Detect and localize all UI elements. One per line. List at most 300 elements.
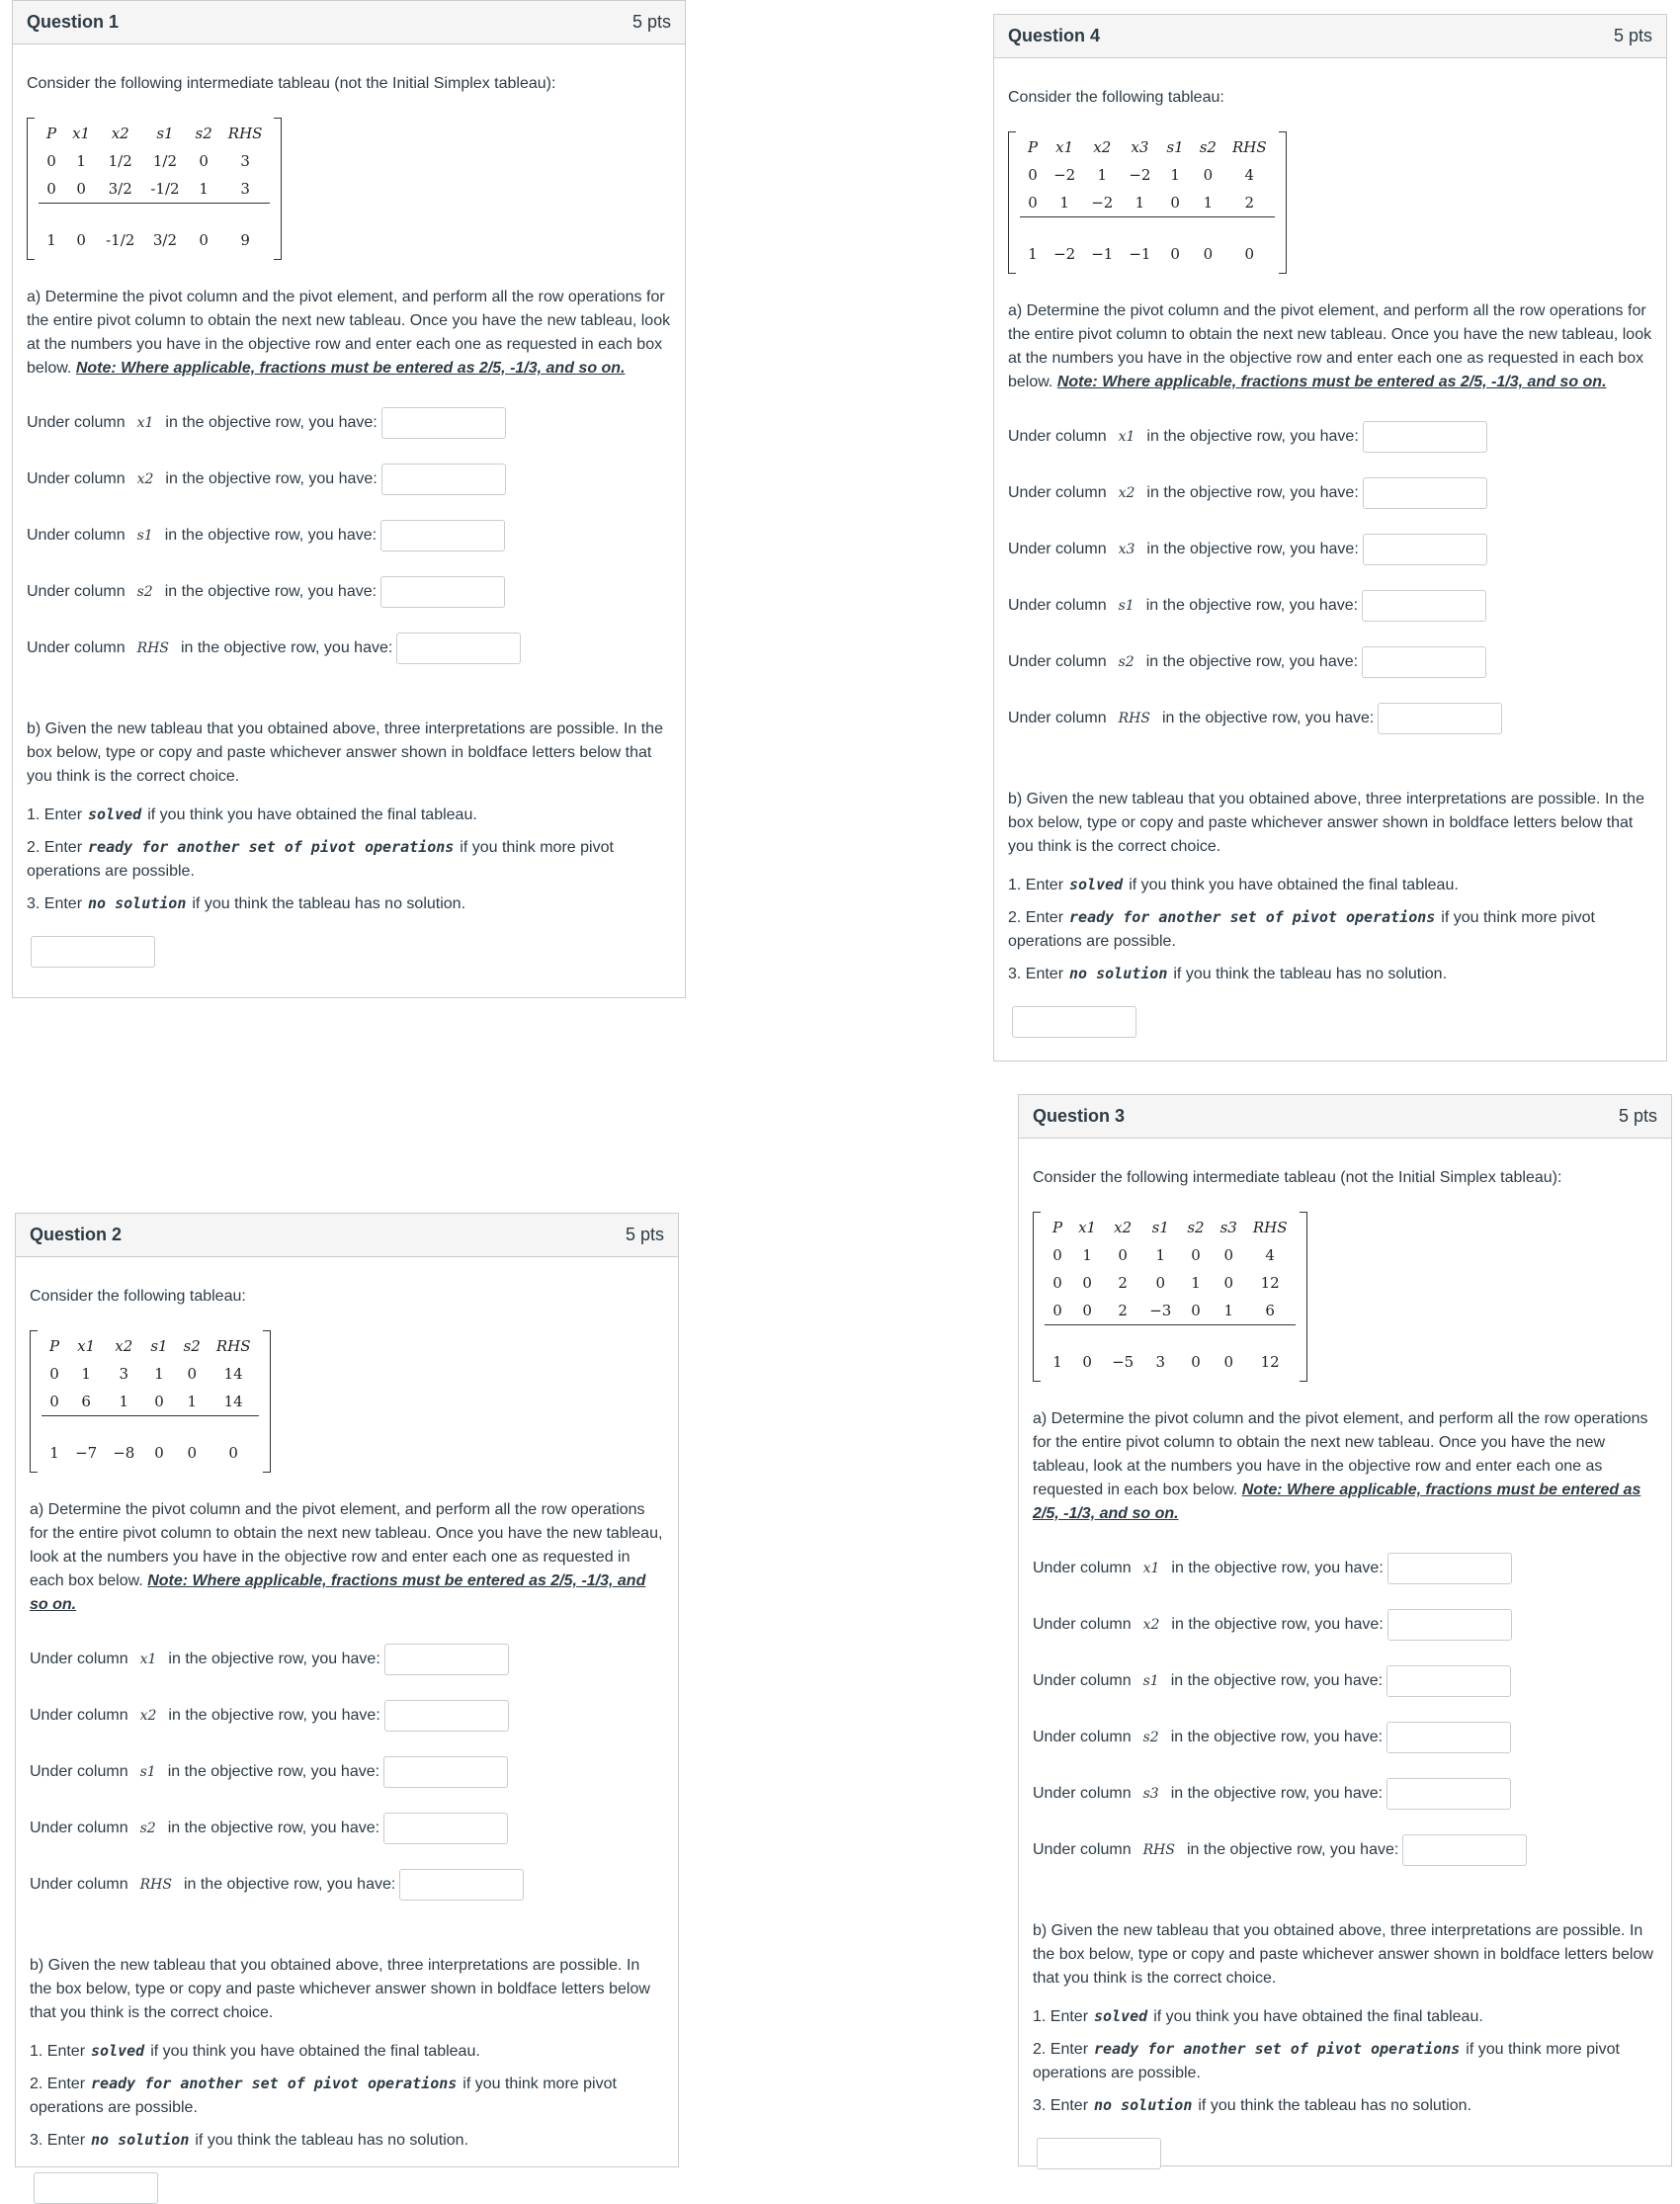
tableau-row <box>1020 161 1275 189</box>
tableau-cell: 0 <box>1052 1302 1062 1319</box>
question-header <box>1019 1095 1671 1139</box>
tableau-objective-cell: 9 <box>240 231 250 249</box>
tableau-cell: 12 <box>1260 1274 1280 1292</box>
tableau-matrix <box>27 118 282 260</box>
option-description: if you think you have obtained the final tableau. <box>147 806 477 823</box>
tableau-objective-cell: −2 <box>1053 245 1076 263</box>
fraction-note: Note: Where applicable, fractions must be entered as 2/5, -1/3, and so on. <box>1033 1482 1641 1522</box>
option-prefix: 2. Enter <box>27 839 83 856</box>
option-prefix: 3. Enter <box>1008 966 1064 982</box>
objective-row-label: in the objective row, you have: <box>183 1875 396 1893</box>
column-variable: RHS <box>1118 710 1150 726</box>
tableau-matrix <box>30 1330 271 1473</box>
answer-input-s1[interactable] <box>380 520 505 551</box>
option-description: if you think more pivot operations are possible. <box>1033 2041 1620 2081</box>
answer-input-rhs[interactable] <box>1402 1834 1527 1866</box>
answer-input-x1[interactable] <box>1363 421 1487 453</box>
answer-input-x1[interactable] <box>384 1644 509 1675</box>
column-variable: x2 <box>1118 484 1135 501</box>
question-title: Question 1 <box>27 12 120 32</box>
tableau-header-cell: x2 <box>1114 1219 1133 1236</box>
tableau-cell: 0 <box>1052 1274 1062 1292</box>
interpretation-option-2 <box>1033 2037 1657 2085</box>
tableau-cell: 6 <box>81 1393 91 1410</box>
tableau-cell: 4 <box>1244 166 1255 184</box>
under-column-label: Under column <box>30 1706 128 1724</box>
option-keyword: ready for another set of pivot operations <box>88 838 455 856</box>
tableau-gap <box>1045 1326 1296 1348</box>
column-variable: s1 <box>139 1763 156 1780</box>
option-description: if you think you have obtained the final tableau. <box>150 2043 480 2060</box>
tableau-header-cell: x1 <box>1055 138 1074 156</box>
tableau-table <box>1020 133 1275 268</box>
option-description: if you think more pivot operations are possible. <box>30 2076 617 2116</box>
objective-answer-row <box>30 1743 664 1800</box>
answer-input-x1[interactable] <box>1387 1553 1512 1584</box>
tableau-cell: 0 <box>49 1393 59 1410</box>
interpretation-option-1 <box>1008 873 1652 897</box>
option-keyword: solved <box>91 2042 145 2060</box>
tableau-row <box>42 1388 259 1416</box>
tableau-header-cell: s1 <box>1151 1219 1169 1236</box>
column-variable: RHS <box>139 1876 172 1893</box>
tableau-objective-cell: −7 <box>75 1444 98 1462</box>
objective-answer-row <box>1008 465 1652 521</box>
question-points: 5 pts <box>631 12 671 32</box>
tableau-row <box>39 147 270 175</box>
tableau-cell: 1 <box>1097 166 1108 184</box>
tableau-cell: 14 <box>223 1365 243 1383</box>
tableau-header-row <box>1020 133 1275 161</box>
objective-answer-row <box>27 507 671 563</box>
tableau-header-cell: x3 <box>1131 138 1149 156</box>
tableau-header-row <box>1045 1214 1296 1241</box>
tableau-objective-cell: −1 <box>1091 245 1114 263</box>
tableau-objective-cell: 1 <box>1052 1353 1062 1371</box>
question-intro: Consider the following intermediate tableau (not the Initial Simplex tableau): <box>1033 1169 1562 1186</box>
option-description: if you think the tableau has no solution. <box>1173 966 1448 982</box>
interpretation-option-3 <box>27 891 671 916</box>
option-prefix: 2. Enter <box>1033 2041 1089 2058</box>
column-variable: s2 <box>139 1820 156 1836</box>
tableau-objective-cell: −1 <box>1129 245 1151 263</box>
tableau-table <box>39 120 270 254</box>
objective-answer-row <box>1008 690 1652 746</box>
objective-row-label: in the objective row, you have: <box>1146 540 1359 557</box>
tableau-cell: 0 <box>1028 194 1038 212</box>
part-b-instructions: b) Given the new tableau that you obtained above, three interpretations are possible. In the box below, type or copy and paste whichever answer shown in boldface letters below that you think is the correct choice. <box>1033 1922 1653 1987</box>
objective-row-label: in the objective row, you have: <box>180 638 393 656</box>
column-variable: s2 <box>1118 653 1134 670</box>
tableau-cell: 2 <box>1244 194 1255 212</box>
question-body <box>13 44 685 968</box>
objective-row-label: in the objective row, you have: <box>1171 1615 1384 1633</box>
under-column-label: Under column <box>27 413 126 431</box>
tableau-objective-cell: 12 <box>1260 1353 1280 1371</box>
tableau-cell: 0 <box>1082 1302 1092 1319</box>
part-a-instructions <box>1033 1407 1657 1526</box>
column-variable: s1 <box>136 527 153 544</box>
objective-answer-row <box>1033 1822 1657 1878</box>
under-column-label: Under column <box>1008 596 1107 614</box>
option-keyword: no solution <box>1069 965 1168 982</box>
answer-input-s1[interactable] <box>383 1756 508 1788</box>
objective-answer-row <box>27 563 671 620</box>
question-body <box>994 58 1666 1038</box>
tableau-objective-cell: 0 <box>1244 245 1255 263</box>
option-description: if you think the tableau has no solution. <box>1198 2097 1472 2114</box>
tableau-objective-cell: 0 <box>1170 245 1180 263</box>
tableau-header-cell: s1 <box>1166 138 1184 156</box>
objective-row-label: in the objective row, you have: <box>167 1762 380 1780</box>
tableau-header-cell: s3 <box>1219 1219 1237 1236</box>
tableau-header-cell: x2 <box>115 1337 133 1355</box>
objective-answer-row <box>30 1800 664 1856</box>
interpretation-option-2 <box>27 835 671 884</box>
option-keyword: ready for another set of pivot operations <box>91 2075 458 2092</box>
tableau-cell: −3 <box>1149 1302 1172 1319</box>
question-3-card <box>1018 1094 1672 2166</box>
tableau-header-cell: x1 <box>1078 1219 1097 1236</box>
part-a-instructions <box>30 1498 664 1617</box>
tableau-cell: 0 <box>154 1393 164 1410</box>
tableau-objective-cell: 1 <box>46 231 56 249</box>
tableau-cell: 1 <box>81 1365 91 1383</box>
option-description: if you think the tableau has no solution. <box>192 895 466 912</box>
tableau-cell: 2 <box>1118 1274 1128 1292</box>
tableau-cell: 0 <box>46 180 56 198</box>
under-column-label: Under column <box>30 1762 128 1780</box>
tableau-objective-cell: −8 <box>113 1444 135 1462</box>
objective-answer-row <box>1008 408 1652 465</box>
answer-input-x2[interactable] <box>1363 477 1487 509</box>
tableau-row <box>42 1360 259 1388</box>
part-a-text: a) Determine the pivot column and the pivot element, and perform all the row operations for the entire pivot column to obtain the next new tableau. Once you have the new tableau, look at the numbers you have in the objective row and enter each one as requested in each box below. <box>1033 1410 1648 1498</box>
tableau-cell: 1 <box>119 1393 129 1410</box>
question-intro: Consider the following tableau: <box>30 1288 246 1305</box>
tableau-cell: -1/2 <box>150 180 180 198</box>
tableau-objective-cell: 0 <box>76 231 86 249</box>
option-prefix: 2. Enter <box>1008 909 1064 926</box>
column-variable: x2 <box>1142 1616 1160 1633</box>
tableau-header-cell: RHS <box>215 1337 251 1355</box>
part-b-instructions: b) Given the new tableau that you obtained above, three interpretations are possible. In the box below, type or copy and paste whichever answer shown in boldface letters below that you think is the correct choice. <box>27 721 663 785</box>
column-variable: x3 <box>1118 541 1135 557</box>
question-1-card <box>12 0 686 998</box>
fraction-note: Note: Where applicable, fractions must be entered as 2/5, -1/3, and so on. <box>30 1572 646 1613</box>
tableau-cell: 0 <box>1203 166 1214 184</box>
tableau-objective-cell: 3/2 <box>152 231 177 249</box>
under-column-label: Under column <box>1033 1615 1132 1633</box>
option-keyword: ready for another set of pivot operations <box>1069 908 1436 926</box>
answer-input-x2[interactable] <box>381 464 506 495</box>
column-variable: s2 <box>136 583 153 600</box>
tableau-cell: 2 <box>1118 1302 1128 1319</box>
interpretation-answer-input[interactable] <box>1012 1006 1136 1038</box>
option-description: if you think you have obtained the final tableau. <box>1129 877 1459 893</box>
column-variable: RHS <box>1142 1841 1175 1858</box>
answer-input-s1[interactable] <box>1362 590 1486 622</box>
option-prefix: 1. Enter <box>30 2043 86 2060</box>
tableau-cell: 1 <box>1203 194 1214 212</box>
objective-answer-row <box>30 1687 664 1743</box>
tableau-objective-cell: 0 <box>1191 1353 1201 1371</box>
tableau-objective-cell: 0 <box>228 1444 238 1462</box>
tableau-cell: 0 <box>1170 194 1180 212</box>
tableau-objective-cell: 1 <box>49 1444 59 1462</box>
objective-row-label: in the objective row, you have: <box>1186 1840 1399 1858</box>
tableau-cell: 0 <box>199 152 209 170</box>
answer-input-s2[interactable] <box>1386 1722 1511 1753</box>
tableau-cell: 0 <box>1223 1274 1233 1292</box>
tableau-header-cell: s1 <box>150 1337 168 1355</box>
objective-answer-row <box>27 394 671 451</box>
tableau-cell: 4 <box>1265 1246 1275 1264</box>
answer-input-x1[interactable] <box>381 407 506 439</box>
under-column-label: Under column <box>30 1819 128 1836</box>
tableau-header-cell: x1 <box>72 125 91 142</box>
answer-input-s2[interactable] <box>1362 646 1486 678</box>
question-2-card <box>15 1213 679 2167</box>
tableau-table <box>42 1332 259 1467</box>
tableau-cell: −2 <box>1053 166 1076 184</box>
under-column-label: Under column <box>1008 427 1107 445</box>
tableau-row <box>39 175 270 204</box>
option-keyword: ready for another set of pivot operations <box>1094 2040 1461 2058</box>
question-points: 5 pts <box>1618 1106 1657 1126</box>
objective-row-label: in the objective row, you have: <box>1170 1728 1384 1745</box>
question-body <box>16 1257 678 2204</box>
part-a-text: a) Determine the pivot column and the pivot element, and perform all the row operations for the entire pivot column to obtain the next new tableau. Once you have the new tableau, look at the numbers you have in the objective row and enter each one as requested in each box below. <box>30 1501 663 1589</box>
interpretation-answer-input[interactable] <box>1037 2138 1161 2169</box>
tableau-header-row <box>39 120 270 147</box>
part-b-instructions: b) Given the new tableau that you obtained above, three interpretations are possible. In the box below, type or copy and paste whichever answer shown in boldface letters below that you think is the correct choice. <box>1008 791 1644 855</box>
tableau-header-cell: s2 <box>195 125 212 142</box>
tableau-cell: 1/2 <box>108 152 132 170</box>
tableau-cell: 1 <box>187 1393 197 1410</box>
tableau-objective-cell: −5 <box>1112 1353 1134 1371</box>
tableau-objective-cell: 0 <box>1223 1353 1233 1371</box>
objective-answer-row <box>1008 577 1652 634</box>
question-intro: Consider the following tableau: <box>1008 89 1224 106</box>
tableau-cell: 1 <box>1134 194 1145 212</box>
answer-input-s2[interactable] <box>383 1813 508 1844</box>
interpretation-option-3 <box>30 2128 664 2153</box>
objective-row-label: in the objective row, you have: <box>165 413 378 431</box>
tableau-cell: 1 <box>1191 1274 1201 1292</box>
objective-answer-row <box>27 451 671 507</box>
objective-answer-row <box>1033 1540 1657 1596</box>
tableau-cell: 1 <box>1059 194 1069 212</box>
interpretation-answer-input[interactable] <box>34 2172 158 2204</box>
option-keyword: no solution <box>1094 2096 1193 2114</box>
option-keyword: solved <box>1069 876 1124 893</box>
under-column-label: Under column <box>1033 1671 1132 1689</box>
tableau-header-cell: P <box>1028 138 1039 156</box>
option-keyword: solved <box>88 805 142 823</box>
fraction-note: Note: Where applicable, fractions must be entered as 2/5, -1/3, and so on. <box>75 360 626 377</box>
column-variable: x2 <box>139 1707 157 1724</box>
tableau-cell: 0 <box>1052 1246 1062 1264</box>
under-column-label: Under column <box>1033 1784 1132 1802</box>
objective-row-label: in the objective row, you have: <box>1161 709 1375 726</box>
part-a-text: a) Determine the pivot column and the pivot element, and perform all the row operations for the entire pivot column to obtain the next new tableau. Once you have the new tableau, look at the numbers you have in the objective row and enter each one as requested in each box below. <box>1008 302 1652 390</box>
question-title: Question 4 <box>1008 26 1101 45</box>
under-column-label: Under column <box>27 638 126 656</box>
tableau-cell: 0 <box>1191 1246 1201 1264</box>
tableau-cell: 1 <box>199 180 209 198</box>
objective-answer-row <box>1033 1653 1657 1709</box>
option-prefix: 3. Enter <box>27 895 83 912</box>
answer-input-rhs[interactable] <box>396 633 521 664</box>
objective-row-label: in the objective row, you have: <box>1145 652 1359 670</box>
interpretation-option-2 <box>30 2072 664 2120</box>
tableau-header-cell: RHS <box>227 125 263 142</box>
tableau-cell: −2 <box>1091 194 1114 212</box>
tableau-row <box>1045 1297 1296 1325</box>
interpretation-option-1 <box>1033 2004 1657 2029</box>
under-column-label: Under column <box>1033 1728 1132 1745</box>
under-column-label: Under column <box>1008 540 1107 557</box>
tableau-header-cell: P <box>49 1337 60 1355</box>
under-column-label: Under column <box>30 1650 128 1667</box>
option-description: if you think more pivot operations are possible. <box>27 839 614 880</box>
tableau-gap <box>39 205 270 226</box>
answer-input-s3[interactable] <box>1386 1778 1511 1810</box>
question-header <box>13 1 685 44</box>
option-prefix: 1. Enter <box>1033 2008 1089 2025</box>
objective-answer-row <box>30 1856 664 1912</box>
question-title: Question 2 <box>30 1225 123 1244</box>
question-4-card <box>993 14 1667 1061</box>
option-keyword: no solution <box>91 2131 190 2149</box>
tableau-cell: 14 <box>223 1393 243 1410</box>
objective-answer-row <box>27 620 671 676</box>
tableau-header-cell: x2 <box>111 125 129 142</box>
tableau-objective-cell: 1 <box>1028 245 1038 263</box>
objective-answer-row <box>1033 1709 1657 1765</box>
tableau-cell: 0 <box>46 152 56 170</box>
under-column-label: Under column <box>1033 1559 1132 1576</box>
under-column-label: Under column <box>1008 709 1107 726</box>
tableau-header-cell: x1 <box>77 1337 96 1355</box>
tableau-objective-cell: 0 <box>199 231 209 249</box>
column-variable: s2 <box>1142 1729 1159 1745</box>
part-a-instructions <box>1008 299 1652 394</box>
fraction-note: Note: Where applicable, fractions must be entered as 2/5, -1/3, and so on. <box>1056 374 1607 390</box>
under-column-label: Under column <box>27 582 126 600</box>
under-column-label: Under column <box>1033 1840 1132 1858</box>
tableau-objective-row <box>1020 240 1275 268</box>
answer-input-x2[interactable] <box>1387 1609 1512 1641</box>
question-body <box>1019 1139 1671 2169</box>
tableau-cell: 6 <box>1265 1302 1275 1319</box>
tableau-objective-row <box>39 226 270 254</box>
objective-row-label: in the objective row, you have: <box>168 1650 380 1667</box>
tableau-cell: 1 <box>154 1365 164 1383</box>
tableau-cell: 3 <box>240 152 250 170</box>
question-intro: Consider the following intermediate tableau (not the Initial Simplex tableau): <box>27 75 556 92</box>
tableau-cell: 1 <box>1155 1246 1166 1264</box>
tableau-cell: 1 <box>1082 1246 1092 1264</box>
under-column-label: Under column <box>1008 483 1107 501</box>
option-keyword: no solution <box>88 894 187 912</box>
answer-input-rhs[interactable] <box>1378 703 1502 734</box>
question-header <box>16 1214 678 1257</box>
answer-input-x3[interactable] <box>1363 534 1487 565</box>
interpretation-option-1 <box>30 2039 664 2064</box>
objective-row-label: in the objective row, you have: <box>164 582 378 600</box>
question-points: 5 pts <box>625 1225 664 1244</box>
option-prefix: 1. Enter <box>1008 877 1064 893</box>
objective-row-label: in the objective row, you have: <box>1146 483 1359 501</box>
tableau-cell: 0 <box>1082 1274 1092 1292</box>
answer-input-x2[interactable] <box>384 1700 509 1732</box>
tableau-gap <box>42 1417 259 1439</box>
tableau-header-cell: s2 <box>1187 1219 1205 1236</box>
objective-row-label: in the objective row, you have: <box>1171 1559 1384 1576</box>
option-keyword: solved <box>1094 2007 1148 2025</box>
option-description: if you think the tableau has no solution. <box>195 2132 469 2149</box>
part-a-instructions <box>27 286 671 381</box>
option-prefix: 1. Enter <box>27 806 83 823</box>
option-description: if you think more pivot operations are possible. <box>1008 909 1595 950</box>
tableau-cell: 0 <box>1028 166 1038 184</box>
under-column-label: Under column <box>30 1875 128 1893</box>
answer-input-rhs[interactable] <box>399 1869 524 1901</box>
tableau-matrix <box>1033 1212 1307 1382</box>
objective-row-label: in the objective row, you have: <box>1146 427 1359 445</box>
tableau-header-cell: s2 <box>183 1337 201 1355</box>
objective-row-label: in the objective row, you have: <box>167 1819 380 1836</box>
objective-row-label: in the objective row, you have: <box>165 469 378 487</box>
tableau-gap <box>1020 218 1275 240</box>
question-title: Question 3 <box>1033 1106 1126 1126</box>
tableau-header-row <box>42 1332 259 1360</box>
tableau-objective-row <box>1045 1348 1296 1376</box>
option-description: if you think you have obtained the final tableau. <box>1153 2008 1483 2025</box>
tableau-header-cell: x2 <box>1093 138 1112 156</box>
column-variable: x1 <box>139 1651 157 1667</box>
option-prefix: 3. Enter <box>30 2132 86 2149</box>
tableau-objective-row <box>42 1439 259 1467</box>
option-prefix: 3. Enter <box>1033 2097 1089 2114</box>
tableau-cell: −2 <box>1129 166 1151 184</box>
tableau-cell: 0 <box>49 1365 59 1383</box>
column-variable: x1 <box>1118 428 1135 445</box>
under-column-label: Under column <box>27 526 126 544</box>
tableau-header-cell: s1 <box>156 125 174 142</box>
interpretation-answer-input[interactable] <box>31 936 155 968</box>
tableau-row <box>1045 1241 1296 1269</box>
tableau-cell: 0 <box>1191 1302 1201 1319</box>
question-points: 5 pts <box>1613 26 1652 45</box>
tableau-header-cell: RHS <box>1231 138 1267 156</box>
answer-input-s1[interactable] <box>1386 1665 1511 1697</box>
column-variable: RHS <box>136 639 169 656</box>
interpretation-option-3 <box>1008 962 1652 986</box>
tableau-cell: 3 <box>240 180 250 198</box>
tableau-objective-cell: -1/2 <box>106 231 135 249</box>
column-variable: s3 <box>1142 1785 1159 1802</box>
tableau-header-cell: P <box>1052 1219 1063 1236</box>
tableau-table <box>1045 1214 1296 1376</box>
answer-input-s2[interactable] <box>380 576 505 608</box>
interpretation-option-3 <box>1033 2093 1657 2118</box>
tableau-objective-cell: 0 <box>187 1444 197 1462</box>
tableau-cell: 1/2 <box>152 152 177 170</box>
tableau-cell: 0 <box>187 1365 197 1383</box>
